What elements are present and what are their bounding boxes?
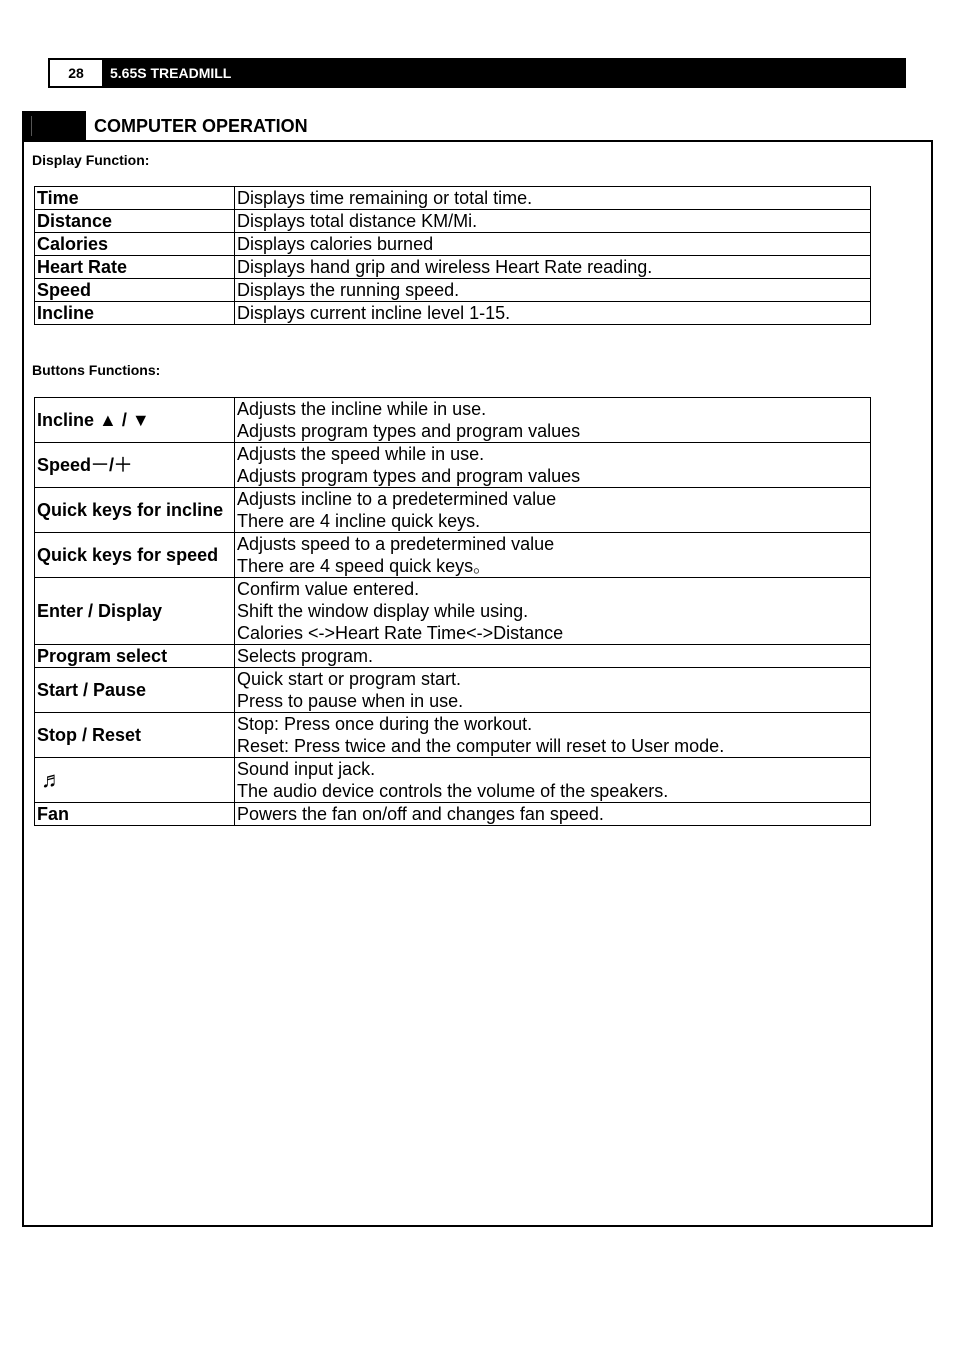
table-row (35, 210, 871, 233)
row-description: Displays current incline level 1-15. (235, 302, 871, 325)
row-label (35, 758, 235, 803)
row-label: Speed－/＋ (35, 443, 235, 488)
description-line: Selects program. (237, 646, 374, 666)
row-description (235, 578, 871, 645)
row-label: Incline (35, 302, 235, 325)
description-line: There are 4 speed quick keys。 (237, 556, 492, 576)
row-description (235, 713, 871, 758)
description-line: Sound input jack. (237, 759, 376, 779)
section-title: COMPUTER OPERATION (94, 116, 308, 136)
buttons-functions-table (34, 397, 871, 826)
row-description: Displays the running speed. (235, 279, 871, 302)
page-header (48, 58, 906, 88)
table-row (35, 803, 871, 826)
description-line: Confirm value entered. (237, 579, 420, 599)
row-description: Displays time remaining or total time. (235, 187, 871, 210)
row-description: Displays calories burned (235, 233, 871, 256)
description-line: Quick start or program start. (237, 669, 462, 689)
table-row (35, 668, 871, 713)
table-row (35, 233, 871, 256)
row-label: Speed (35, 279, 235, 302)
row-label: Quick keys for speed (35, 533, 235, 578)
row-label: Start / Pause (35, 668, 235, 713)
table-row (35, 443, 871, 488)
display-function-heading: Display Function: (32, 152, 150, 168)
row-label: Enter / Display (35, 578, 235, 645)
page-number: 28 (50, 60, 102, 86)
row-label: Fan (35, 803, 235, 826)
description-line: Adjusts program types and program values (237, 466, 581, 486)
description-line: Powers the fan on/off and changes fan speed. (237, 804, 604, 824)
description-line: Shift the window display while using. (237, 601, 529, 621)
row-description (235, 443, 871, 488)
display-function-table (34, 186, 871, 325)
description-line: The audio device controls the volume of the speakers. (237, 781, 669, 801)
row-label: Stop / Reset (35, 713, 235, 758)
row-description (235, 645, 871, 668)
table-row (35, 713, 871, 758)
section-marker (22, 111, 86, 141)
row-label: Quick keys for incline (35, 488, 235, 533)
table-row (35, 187, 871, 210)
table-row (35, 758, 871, 803)
description-line: Adjusts speed to a predetermined value (237, 534, 555, 554)
row-description: Displays hand grip and wireless Heart Rate reading. (235, 256, 871, 279)
document-title: 5.65S TREADMILL (110, 65, 232, 81)
description-line: Adjusts incline to a predetermined value (237, 489, 557, 509)
table-row (35, 488, 871, 533)
table-row (35, 578, 871, 645)
row-description (235, 398, 871, 443)
row-description (235, 488, 871, 533)
row-description (235, 803, 871, 826)
row-description (235, 533, 871, 578)
row-label: Program select (35, 645, 235, 668)
description-line: Stop: Press once during the workout. (237, 714, 533, 734)
row-description (235, 668, 871, 713)
description-line: Press to pause when in use. (237, 691, 464, 711)
description-line: Calories <->Heart Rate Time<->Distance (237, 623, 564, 643)
table-row (35, 279, 871, 302)
description-line: There are 4 incline quick keys. (237, 511, 481, 531)
row-label: Incline ▲ / ▼ (35, 398, 235, 443)
description-line: Reset: Press twice and the computer will reset to User mode. (237, 736, 725, 756)
description-line: Adjusts the speed while in use. (237, 444, 485, 464)
row-label: Heart Rate (35, 256, 235, 279)
description-line: Adjusts program types and program values (237, 421, 581, 441)
music-note-icon: ♬ (41, 766, 63, 792)
row-label: Time (35, 187, 235, 210)
table-row (35, 302, 871, 325)
table-row (35, 645, 871, 668)
buttons-functions-heading: Buttons Functions: (32, 362, 161, 378)
description-line: Adjusts the incline while in use. (237, 399, 487, 419)
row-description: Displays total distance KM/Mi. (235, 210, 871, 233)
row-label: Calories (35, 233, 235, 256)
row-description (235, 758, 871, 803)
row-label: Distance (35, 210, 235, 233)
table-row (35, 256, 871, 279)
table-row (35, 398, 871, 443)
table-row (35, 533, 871, 578)
